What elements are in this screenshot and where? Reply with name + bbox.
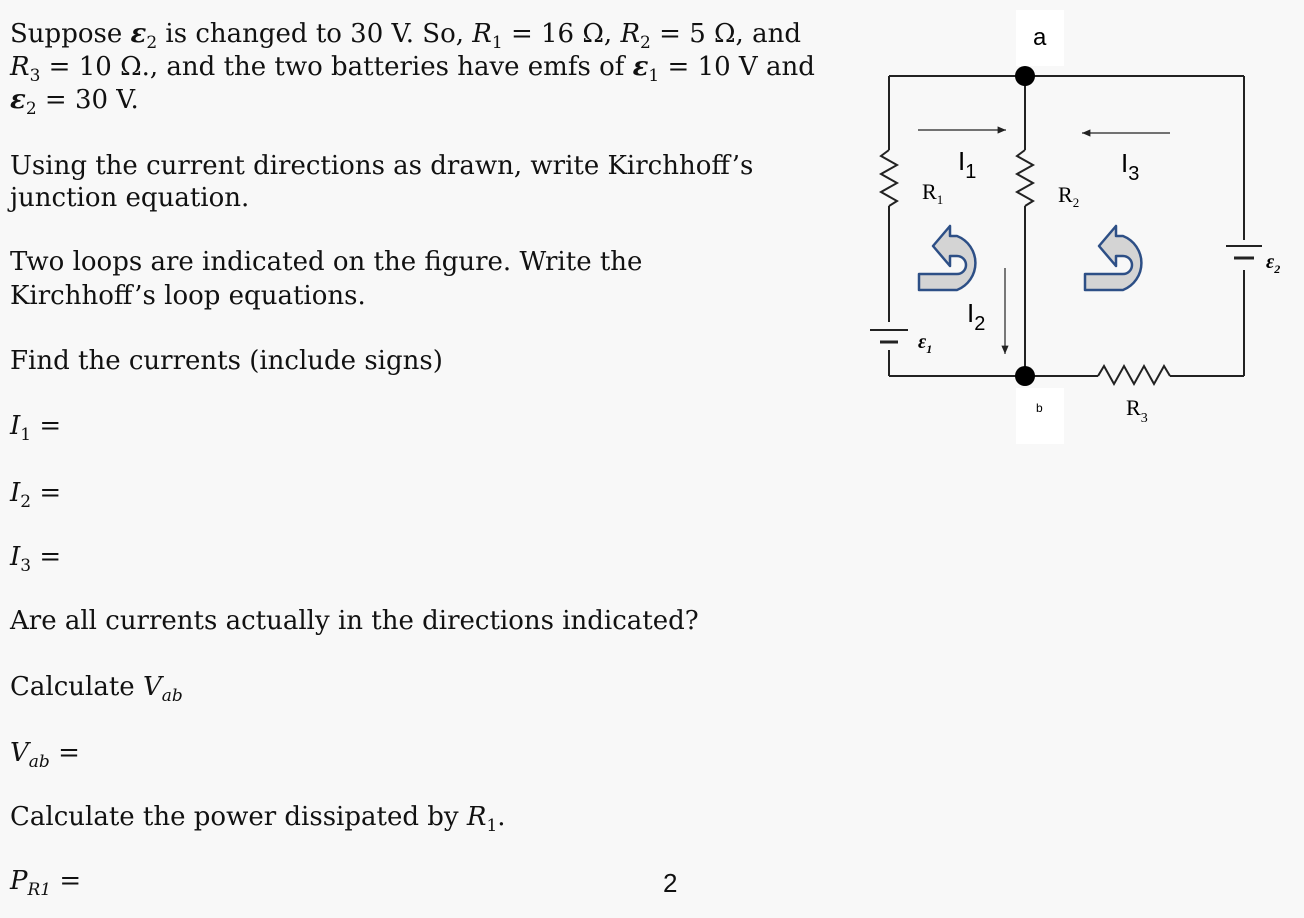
battery-e2 xyxy=(1226,246,1262,258)
node-a-dot xyxy=(1015,66,1035,86)
node-b-label: b xyxy=(1036,401,1043,415)
battery-e1 xyxy=(870,330,908,342)
question-directions: Are all currents actually in the directions indicated? xyxy=(10,606,699,636)
page-number: 2 xyxy=(663,868,678,898)
question-power: Calculate the power dissipated by $R_1$. xyxy=(10,802,506,836)
answer-power: $P_{R1}$ = xyxy=(10,866,82,900)
question-vab: Calculate $V_{ab}$ xyxy=(10,672,183,706)
r2-label: $R_2$ xyxy=(1058,182,1080,210)
resistor-r3 xyxy=(1098,366,1170,384)
answer-i2: $I_2$ = xyxy=(10,478,62,512)
resistor-r2 xyxy=(1017,150,1033,206)
question-loops-line-1: Two loops are indicated on the figure. Write the xyxy=(10,247,643,277)
answer-vab: $V_{ab}$ = xyxy=(10,738,80,772)
intro-line-3: $\varepsilon_2 = 30$ V. xyxy=(10,85,139,119)
node-b-dot xyxy=(1015,366,1035,386)
i3-label: $I_3$ xyxy=(1121,148,1140,185)
r3-label: $R_3$ xyxy=(1126,395,1148,426)
emf-sub: 2 xyxy=(146,33,158,53)
answer-i1: $I_1$ = xyxy=(10,411,62,445)
loop-arrow-right xyxy=(1085,226,1141,290)
e1-label: $\varepsilon_1$ xyxy=(918,331,933,356)
i2-label: $I_2$ xyxy=(967,298,986,335)
node-a-label: a xyxy=(1033,24,1047,51)
answer-i3: $I_3$ = xyxy=(10,542,62,576)
intro-line-1: Suppose $\varepsilon_2$ is changed to 30 V. So, $R_1 = 16$ Ω, $R_2 = 5$ Ω, and xyxy=(10,19,801,53)
node-b-label-bg xyxy=(1016,388,1064,444)
intro-line-2: $R_3 = 10$ Ω., and the two batteries have emfs of $\varepsilon_1 = 10$ V and xyxy=(10,52,815,86)
e2-label: $\varepsilon_2$ xyxy=(1266,251,1281,276)
resistor-r1 xyxy=(881,150,897,206)
question-junction-line-2: junction equation. xyxy=(10,183,250,213)
question-currents: Find the currents (include signs) xyxy=(10,346,443,376)
i1-label: $I_1$ xyxy=(958,146,977,183)
emf-symbol: ε xyxy=(130,19,147,49)
r1-label: $R_1$ xyxy=(922,179,944,207)
loop-arrow-left xyxy=(919,226,975,290)
question-loops-line-2: Kirchhoff’s loop equations. xyxy=(10,281,366,311)
question-junction-line-1: Using the current directions as drawn, write Kirchhoff’s xyxy=(10,151,754,181)
